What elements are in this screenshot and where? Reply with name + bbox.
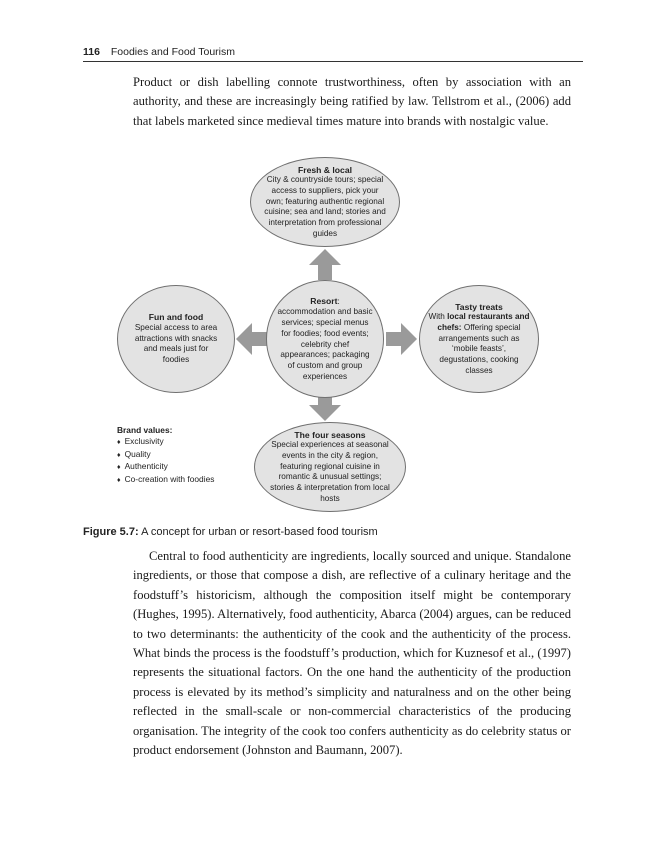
running-title: Foodies and Food Tourism [110,46,235,58]
fresh-local-circle [250,157,400,247]
arrow-up [309,249,341,280]
four-seasons-circle [254,422,406,512]
brand-values-list [117,436,267,486]
page-number: 116 [83,46,100,58]
arrow-left [236,323,267,355]
brand-value-item: ♦ Authenticity [117,461,267,473]
tasty-treats-prefix: With [428,312,448,322]
brand-values [117,425,267,486]
resort-text: accommodation and basic services; special menus for foodies; food events; celebrity chef appearances; packaging of custom and group experiences [277,307,373,381]
tasty-treats-title: Tasty treats [455,301,503,312]
fun-food-title: Fun and food [148,312,204,323]
brand-value-item: ♦ Exclusivity [117,436,267,448]
fresh-local-text: City & countryside tours; special access to suppliers, pick your own; featuring authentic regional cuisine; sea and land; stories and interpretation from professional guides [264,175,386,238]
tasty-treats-circle [419,285,539,393]
running-header [83,46,583,58]
fun-food-text: Special access to area attractions with snacks and meals just for foodies [134,322,218,365]
brand-value-item: ♦ Co-creation with foodies [117,474,267,486]
resort-title-colon: : [337,296,340,306]
arrow-right [386,323,417,355]
resort-circle [266,280,384,398]
paragraph-2: Central to food authenticity are ingredients, locally sourced and unique. Standalone ingredients, or those that compose a dish, are reflective of a culinary heritage and the foodstuff’s historicism, although the composition itself might be contemporary (Hughes, 1995). Alternatively, food authenticity, Abarca (2004) argues, can be reduced to two determinants: the authenticity of the cook and the authenticity of the process. What binds the process is the foodstuff’s production, which for Kuznesof et al., (1997) represents the situational factors. On the one hand the authenticity of the production process is elevated by its method’s simplicity and naturalness and on the other being reflected in the small-scale or non-commercial characteristics of the producing organisation. The integrity of the cook too confers authenticity as do celebrity status or product endorsement (Johnston and Baumann, 2007). [133,549,571,758]
tasty-treats-text [428,312,530,376]
tasty-treats-bold: local restaurants and chefs: [437,312,530,332]
header-rule [83,61,583,62]
brand-value-item: ♦ Quality [117,449,267,461]
fresh-local-title: Fresh & local [298,164,352,175]
caption-text: A concept for urban or resort-based food tourism [138,526,378,538]
tasty-treats-body: Offering special arrangements such as ‘mobile feasts’, degustations, cooking classes [438,322,521,375]
brand-values-title: Brand values: [117,425,173,435]
caption-label: Figure 5.7: [83,526,139,538]
four-seasons-title: The four seasons [294,429,366,440]
paragraph-1: Product or dish labelling connote trustworthiness, often by association with an authority, and these are increasingly being ratified by law. Tellstrom et al., (2006) add that labels marketed since medieval times mature into brands with nostalgic value. [133,75,571,128]
fun-food-circle [117,285,235,393]
four-seasons-text: Special experiences at seasonal events in the city & region, featuring regional cuisine in romantic & unusual settings; stories & interpretation from local hosts [270,440,390,503]
resort-title: Resort [310,295,338,306]
figure-caption [83,526,583,538]
